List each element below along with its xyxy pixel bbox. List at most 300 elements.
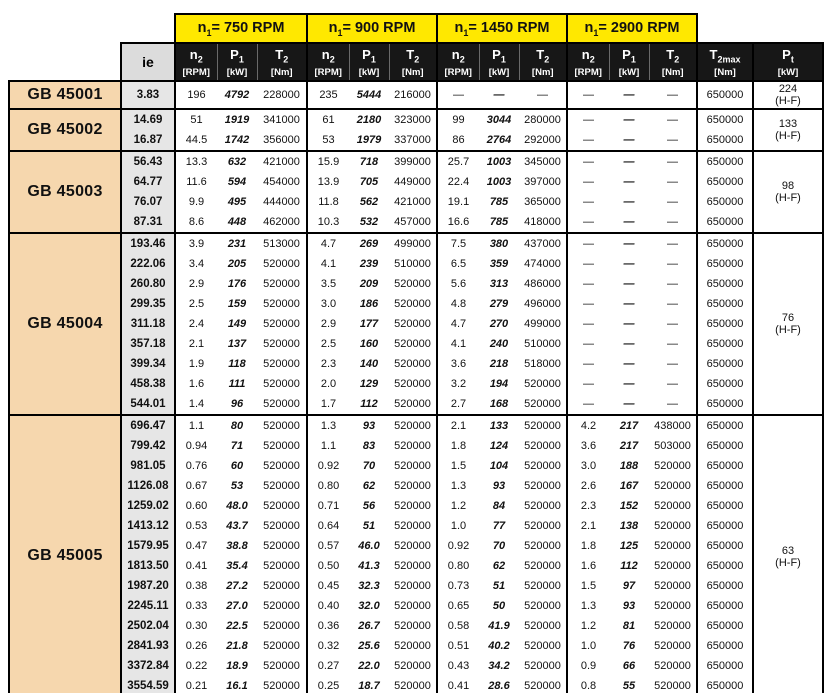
p1-cell: 96 (230, 398, 244, 410)
t2-cell: 520000 (263, 640, 300, 652)
n2-column-header: $n_2$ [RPM] (567, 43, 609, 81)
p1-cell: 93 (622, 600, 636, 612)
n2-cell: 0.41 (175, 556, 217, 576)
t2-cell: 444000 (263, 196, 300, 208)
p1-cell: 718 (349, 151, 389, 172)
p1-cell: 177 (359, 318, 379, 330)
t2max-cell: 650000 (697, 456, 753, 476)
p1-cell: 84 (492, 500, 506, 512)
n2-cell: — (567, 151, 609, 172)
p1-cell: 48.0 (226, 500, 248, 512)
p1-cell: 209 (359, 278, 379, 290)
n2-column-header: $n_2$ [RPM] (307, 43, 349, 81)
t2max-cell: 650000 (697, 476, 753, 496)
p1-cell: 22.0 (358, 660, 380, 672)
n2-cell: 0.47 (175, 536, 217, 556)
t2-cell: 520000 (263, 398, 300, 410)
t2-cell: 457000 (394, 216, 431, 228)
pt-value: 63 (781, 544, 795, 557)
n2-cell: 0.32 (307, 636, 349, 656)
p1-cell: 532 (359, 216, 379, 228)
t2-cell: — (667, 258, 678, 270)
p1-cell: 239 (359, 258, 379, 270)
model-cell: GB 45003 (9, 151, 121, 233)
n2-cell: 3.0 (307, 294, 349, 314)
n2-cell: 1.4 (175, 394, 217, 415)
table-row (9, 636, 823, 656)
table-row (9, 456, 823, 476)
table-row (9, 233, 823, 254)
n2-cell: 2.6 (567, 476, 609, 496)
t2max-cell: 650000 (697, 354, 753, 374)
n2-cell: — (567, 172, 609, 192)
t2max-cell: 650000 (697, 314, 753, 334)
t2-cell: 341000 (257, 109, 307, 130)
t2-cell: 520000 (524, 480, 561, 492)
n2-cell: 2.1 (437, 415, 479, 436)
t2-column-header: $T_2$ [Nm] (519, 43, 567, 81)
ie-cell: 193.46 (121, 233, 175, 254)
n2-cell: 2.5 (307, 334, 349, 354)
n2-cell: 0.80 (307, 476, 349, 496)
p1-cell: 240 (489, 338, 509, 350)
p1-cell: 1742 (224, 134, 250, 146)
pt-cell (753, 151, 823, 233)
p1-cell: 97 (622, 580, 636, 592)
t2max-cell: 650000 (697, 436, 753, 456)
p1-cell: 270 (489, 318, 509, 330)
n2-cell: 8.6 (175, 212, 217, 233)
pt-value: 98 (781, 180, 795, 192)
table-row (9, 212, 823, 233)
n2-cell: — (567, 294, 609, 314)
t2max-cell: 650000 (697, 212, 753, 233)
t2-cell: 454000 (263, 176, 300, 188)
p1-cell: 80 (217, 415, 257, 436)
n2-cell: 0.57 (307, 536, 349, 556)
table-row (9, 172, 823, 192)
n2-cell: 99 (437, 109, 479, 130)
n2-cell: 1.2 (567, 616, 609, 636)
ie-cell: 56.43 (121, 151, 175, 172)
p1-cell: — (623, 196, 635, 208)
corner-blank (9, 14, 175, 43)
n2-cell: 2.7 (437, 394, 479, 415)
n2-cell: — (567, 212, 609, 233)
p1-cell: — (609, 109, 649, 130)
t2-cell: 520000 (654, 500, 691, 512)
p1-cell: 77 (492, 520, 506, 532)
t2max-cell: 650000 (697, 254, 753, 274)
t2max-cell: 650000 (697, 616, 753, 636)
n2-cell: 11.6 (175, 172, 217, 192)
p1-cell: 168 (489, 398, 509, 410)
t2-cell: 520000 (263, 600, 300, 612)
n2-cell: 3.2 (437, 374, 479, 394)
t2max-cell: 650000 (697, 172, 753, 192)
t2-cell: — (667, 134, 678, 146)
p1-cell: 1003 (479, 151, 519, 172)
p1-cell: 43.7 (226, 520, 248, 532)
t2max-cell: 650000 (697, 151, 753, 172)
p1-cell: 60 (230, 460, 244, 472)
t2-cell: 513000 (257, 233, 307, 254)
t2max-cell: 650000 (697, 192, 753, 212)
t2-cell: 520000 (524, 440, 561, 452)
ie-cell: 222.06 (121, 254, 175, 274)
t2-cell: — (667, 358, 678, 370)
pt-column-header: $P_t$ [kW] (753, 43, 823, 81)
speed-value: 1450 (480, 19, 514, 36)
p1-cell: — (623, 278, 635, 290)
n2-cell: 235 (307, 81, 349, 109)
n2-cell: 0.76 (175, 456, 217, 476)
t2-cell: 520000 (394, 378, 431, 390)
n2-cell: 0.67 (175, 476, 217, 496)
pt-cell (753, 233, 823, 415)
n2-cell: 1.2 (437, 496, 479, 516)
pt-note: (H-F) (775, 556, 801, 569)
t2-cell: 421000 (394, 196, 431, 208)
t2-cell: 520000 (263, 520, 300, 532)
table-row (9, 536, 823, 556)
t2-cell: 520000 (524, 398, 561, 410)
ie-cell: 87.31 (121, 212, 175, 233)
n2-cell: 13.9 (307, 172, 349, 192)
p1-cell: 1919 (217, 109, 257, 130)
t2-cell: 520000 (524, 520, 561, 532)
n2-cell: 1.1 (175, 415, 217, 436)
table-row (9, 130, 823, 151)
n2-cell: 0.8 (567, 676, 609, 693)
n2-cell: 44.5 (175, 130, 217, 151)
t2-cell: 520000 (394, 398, 431, 410)
t2-cell: — (667, 216, 678, 228)
p1-cell: — (623, 318, 635, 330)
table-row (9, 151, 823, 172)
t2max-cell: 650000 (697, 294, 753, 314)
p1-cell: 93 (492, 480, 506, 492)
p1-cell: 279 (489, 298, 509, 310)
n2-cell: 6.5 (437, 254, 479, 274)
p1-column-header: $P_1$ [kW] (349, 43, 389, 81)
t2max-cell: 650000 (697, 81, 753, 109)
n2-cell: 0.58 (437, 616, 479, 636)
p1-cell: 5444 (349, 81, 389, 109)
n2-cell: 13.3 (175, 151, 217, 172)
table-row (9, 374, 823, 394)
t2-cell: 520000 (263, 460, 300, 472)
p1-cell: 35.4 (226, 560, 248, 572)
p1-cell: 2180 (349, 109, 389, 130)
p1-column-header: $P_1$ [kW] (609, 43, 649, 81)
table-row (9, 81, 823, 109)
t2-cell: 520000 (394, 640, 431, 652)
p1-cell: 188 (619, 460, 639, 472)
n2-cell: — (567, 109, 609, 130)
p1-cell: 21.8 (226, 640, 248, 652)
n2-cell: 0.27 (307, 656, 349, 676)
pt-note: (H-F) (775, 192, 801, 204)
p1-cell: 112 (360, 398, 378, 410)
n2-cell: — (567, 334, 609, 354)
ie-cell: 1413.12 (121, 516, 175, 536)
table-row (9, 676, 823, 693)
table-body (9, 81, 823, 693)
p1-cell: 167 (619, 480, 639, 492)
ie-column-header: ie (121, 43, 175, 81)
ie-cell: 16.87 (121, 130, 175, 151)
n2-cell: 0.45 (307, 576, 349, 596)
t2-cell: 520000 (394, 660, 431, 672)
t2-cell: 438000 (649, 415, 697, 436)
t2-cell: 520000 (263, 540, 300, 552)
t2-cell: 520000 (524, 580, 561, 592)
t2-cell: 520000 (263, 480, 300, 492)
t2-column-header: $T_2$ [Nm] (257, 43, 307, 81)
ie-cell: 544.01 (121, 394, 175, 415)
n1-symbol: n (454, 19, 464, 36)
t2max-column-header: $T_{2max}$ [Nm] (697, 43, 753, 81)
p1-cell: 26.7 (358, 620, 380, 632)
t2-cell: — (519, 81, 567, 109)
t2-cell: 520000 (654, 640, 691, 652)
p1-cell: — (623, 216, 635, 228)
t2max-cell: 650000 (697, 130, 753, 151)
t2-cell: 421000 (257, 151, 307, 172)
p1-cell: 34.2 (488, 660, 510, 672)
n2-cell: 0.94 (175, 436, 217, 456)
t2-cell: 356000 (263, 134, 300, 146)
table-row (9, 596, 823, 616)
n2-cell: 2.4 (175, 314, 217, 334)
model-cell: GB 45004 (9, 233, 121, 415)
table-row (9, 476, 823, 496)
p1-cell: 18.9 (226, 660, 248, 672)
n2-cell: 1.8 (437, 436, 479, 456)
pt-value: 133 (778, 118, 798, 130)
n2-cell: 3.9 (175, 233, 217, 254)
ie-cell: 64.77 (121, 172, 175, 192)
model-cell: GB 45001 (9, 81, 121, 109)
ie-cell: 3372.84 (121, 656, 175, 676)
p1-cell: 3044 (479, 109, 519, 130)
speed-header-1450: $n_1= 1450$ RPM (437, 14, 567, 43)
n2-cell: 4.1 (437, 334, 479, 354)
ie-cell: 3.83 (121, 81, 175, 109)
table-row (9, 314, 823, 334)
t2-cell: 520000 (654, 520, 691, 532)
p1-cell: 448 (227, 216, 247, 228)
p1-cell: — (609, 233, 649, 254)
n2-cell: 0.41 (437, 676, 479, 693)
p1-cell: 32.0 (358, 600, 380, 612)
p1-cell: 186 (359, 298, 379, 310)
speed-header-900: $n_1= 900$ RPM (307, 14, 437, 43)
ie-cell: 2502.04 (121, 616, 175, 636)
p1-cell: 160 (359, 338, 379, 350)
t2-cell: — (667, 196, 678, 208)
p1-cell: 2764 (486, 134, 512, 146)
p1-cell: 313 (489, 278, 509, 290)
p1-cell: 269 (349, 233, 389, 254)
t2max-cell: 650000 (697, 516, 753, 536)
t2-cell: 520000 (389, 415, 437, 436)
p1-cell: 40.2 (488, 640, 510, 652)
t2max-cell: 650000 (697, 334, 753, 354)
t2-cell: — (667, 398, 678, 410)
p1-cell: 124 (489, 440, 509, 452)
t2-cell: 520000 (394, 460, 431, 472)
t2-cell: 474000 (524, 258, 561, 270)
p1-cell: 25.6 (358, 640, 380, 652)
n2-cell: 1.5 (437, 456, 479, 476)
t2max-cell: 650000 (697, 576, 753, 596)
t2-cell: 520000 (654, 600, 691, 612)
t2-cell: 520000 (524, 378, 561, 390)
n2-cell: 0.71 (307, 496, 349, 516)
p1-cell: — (609, 151, 649, 172)
n1-symbol: n (584, 19, 594, 36)
p1-cell: 55 (609, 676, 649, 693)
n2-cell: 3.5 (307, 274, 349, 294)
t2max-cell: 650000 (697, 496, 753, 516)
ie-cell: 399.34 (121, 354, 175, 374)
n2-cell: 1.6 (175, 374, 217, 394)
n2-cell: 0.53 (175, 516, 217, 536)
t2max-cell: 650000 (697, 656, 753, 676)
p1-cell: 38.8 (226, 540, 248, 552)
t2max-cell: 650000 (697, 109, 753, 130)
t2-cell: 520000 (524, 600, 561, 612)
p1-cell: 1979 (356, 134, 382, 146)
t2-cell: 510000 (524, 338, 561, 350)
ie-cell: 1126.08 (121, 476, 175, 496)
ie-cell: 1259.02 (121, 496, 175, 516)
t2max-cell: 650000 (697, 415, 753, 436)
n2-cell: 1.5 (567, 576, 609, 596)
p1-cell: 149 (227, 318, 247, 330)
ie-cell: 458.38 (121, 374, 175, 394)
n2-cell: 0.30 (175, 616, 217, 636)
t2-cell: 323000 (389, 109, 437, 130)
t2-cell: 520000 (654, 480, 691, 492)
p1-cell: 50 (492, 600, 506, 612)
t2-cell: 520000 (257, 415, 307, 436)
p1-cell: 159 (227, 298, 247, 310)
n2-cell: 5.6 (437, 274, 479, 294)
n1-symbol: n (197, 19, 207, 36)
table-row (9, 415, 823, 436)
t2-cell: 520000 (263, 358, 300, 370)
p1-cell: — (623, 134, 635, 146)
n2-cell: 1.0 (437, 516, 479, 536)
p1-cell: 112 (620, 560, 638, 572)
n2-cell: 0.92 (437, 536, 479, 556)
p1-cell: 70 (362, 460, 376, 472)
n2-cell: — (567, 274, 609, 294)
n2-cell: 3.6 (567, 436, 609, 456)
t2-cell: 520000 (263, 338, 300, 350)
p1-cell: 218 (489, 358, 509, 370)
p1-cell: 46.0 (358, 540, 380, 552)
t2-cell: 520000 (654, 540, 691, 552)
p1-cell: 66 (622, 660, 636, 672)
n2-cell: 3.0 (567, 456, 609, 476)
table-row (9, 656, 823, 676)
t2-cell: — (667, 378, 678, 390)
table-row (9, 616, 823, 636)
t2-cell: 503000 (654, 440, 691, 452)
p1-cell: 1003 (486, 176, 512, 188)
t2-cell: 520000 (263, 258, 300, 270)
n2-cell: 196 (175, 81, 217, 109)
t2-cell: 437000 (519, 233, 567, 254)
n2-cell: 0.73 (437, 576, 479, 596)
t2-cell: 345000 (519, 151, 567, 172)
n2-cell: 1.9 (175, 354, 217, 374)
n2-cell: 1.3 (437, 476, 479, 496)
speed-header-750: $n_1= 750$ RPM (175, 14, 307, 43)
t2-cell: 520000 (394, 500, 431, 512)
p1-cell: 104 (489, 460, 509, 472)
t2-cell: 449000 (394, 176, 431, 188)
n2-cell: 4.8 (437, 294, 479, 314)
ie-cell: 1579.95 (121, 536, 175, 556)
p1-cell: 205 (227, 258, 247, 270)
p1-cell: 217 (619, 440, 639, 452)
n2-cell: 1.1 (307, 436, 349, 456)
t2-cell: 365000 (524, 196, 561, 208)
t2-cell: — (667, 338, 678, 350)
p1-column-header: $P_1$ [kW] (217, 43, 257, 81)
t2-cell: 520000 (519, 676, 567, 693)
t2-cell: 520000 (263, 560, 300, 572)
n2-cell: 15.9 (307, 151, 349, 172)
t2-cell: 520000 (654, 660, 691, 672)
n2-cell: 0.50 (307, 556, 349, 576)
p1-cell: 27.2 (226, 580, 248, 592)
t2-cell: 399000 (389, 151, 437, 172)
ie-cell: 3554.59 (121, 676, 175, 693)
model-cell: GB 45002 (9, 109, 121, 151)
n2-cell: 3.6 (437, 354, 479, 374)
table-row (9, 334, 823, 354)
p1-cell: — (609, 81, 649, 109)
t2-cell: 520000 (394, 298, 431, 310)
p1-cell: 51 (492, 580, 506, 592)
t2-cell: 520000 (263, 318, 300, 330)
t2-cell: 520000 (654, 580, 691, 592)
ie-cell: 260.80 (121, 274, 175, 294)
p1-column-header: $P_1$ [kW] (479, 43, 519, 81)
ie-cell: 1813.50 (121, 556, 175, 576)
t2-cell: 292000 (524, 134, 561, 146)
ie-cell: 1987.20 (121, 576, 175, 596)
t2-cell: 499000 (524, 318, 561, 330)
table-row (9, 354, 823, 374)
p1-cell: 4792 (217, 81, 257, 109)
p1-cell: 217 (609, 415, 649, 436)
n2-cell: 61 (307, 109, 349, 130)
n2-cell: 1.3 (307, 415, 349, 436)
t2max-cell: 650000 (697, 676, 753, 693)
p1-cell: 53 (230, 480, 244, 492)
t2-cell: 520000 (524, 560, 561, 572)
ie-cell: 981.05 (121, 456, 175, 476)
n2-cell: 0.25 (307, 676, 349, 693)
table-row (9, 516, 823, 536)
